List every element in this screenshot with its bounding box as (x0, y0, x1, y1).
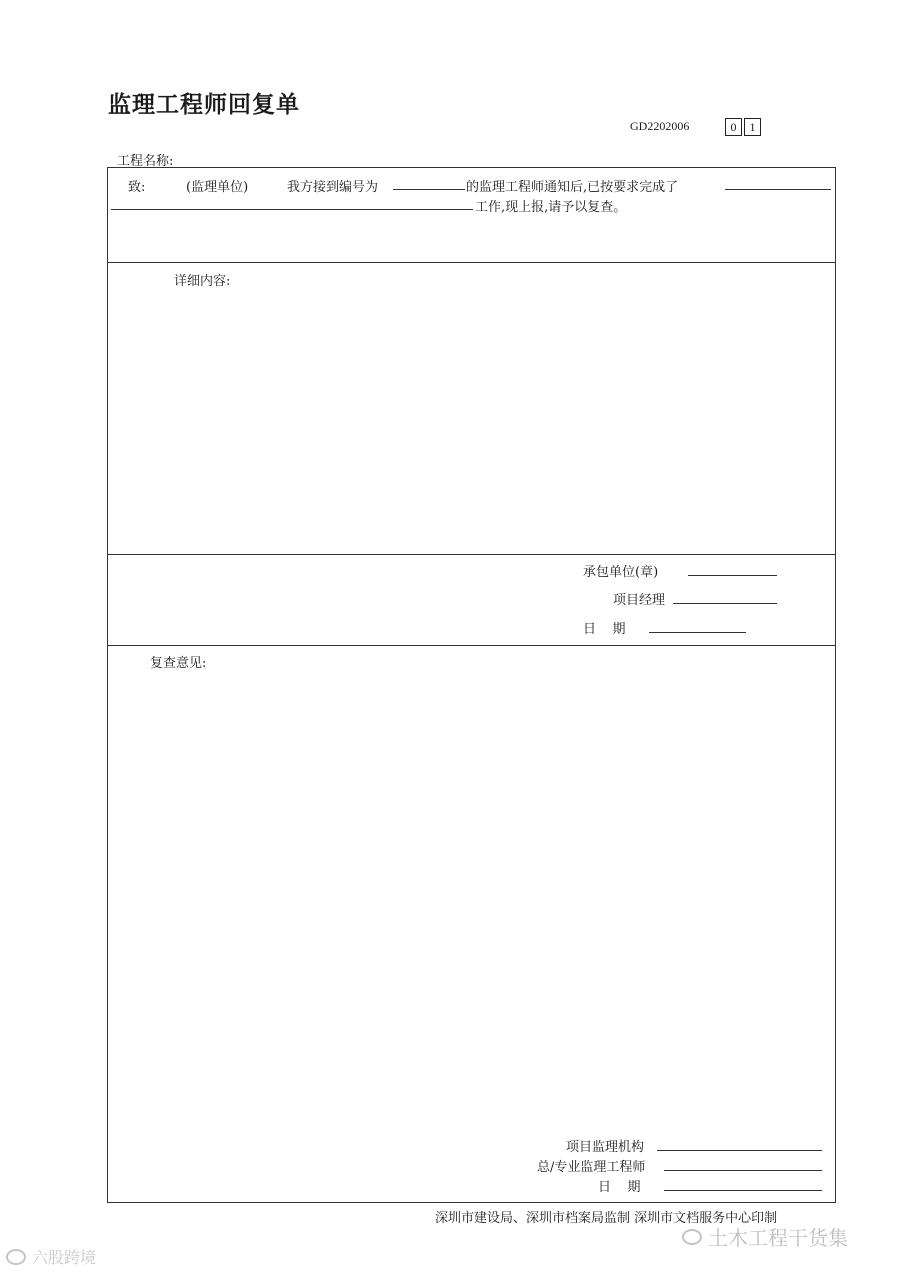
footer-note: 深圳市建设局、深圳市档案局监制 深圳市文档服务中心印制 (435, 1211, 778, 1226)
contractor-label: 承包单位(章) (583, 565, 659, 580)
work-blank-1[interactable] (725, 177, 831, 190)
notice-number-blank[interactable] (393, 177, 465, 190)
divider (108, 645, 835, 646)
unit-label: (监理单位) (186, 180, 249, 195)
watermark-right (682, 1222, 848, 1251)
date-label: 日 期 (583, 622, 626, 637)
notice-text-c: 工作,现上报,请予以复查。 (475, 200, 627, 215)
work-blank-2[interactable] (111, 197, 473, 210)
logo-icon (6, 1249, 26, 1265)
engineer-label: 总/专业监理工程师 (537, 1160, 646, 1175)
engineer-blank[interactable] (664, 1158, 822, 1171)
review-date-blank[interactable] (664, 1178, 822, 1191)
notice-text-b: 的监理工程师通知后,已按要求完成了 (466, 180, 679, 195)
project-name-label: 工程名称: (117, 154, 174, 169)
divider (108, 262, 835, 263)
watermark-left (6, 1245, 96, 1268)
manager-blank[interactable] (673, 591, 777, 604)
form-table (107, 167, 836, 1203)
supervision-org-blank[interactable] (657, 1138, 822, 1151)
wechat-icon (682, 1229, 702, 1245)
code-box: 1 (744, 118, 761, 136)
notice-text-a: 我方接到编号为 (287, 180, 379, 195)
code-box: 0 (725, 118, 742, 136)
supervision-org-label: 项目监理机构 (566, 1140, 645, 1155)
form-title: 监理工程师回复单 (108, 92, 300, 118)
detail-label: 详细内容: (174, 274, 231, 289)
code-boxes (725, 118, 761, 136)
review-date-label: 日 期 (598, 1180, 641, 1195)
divider (108, 554, 835, 555)
date-blank[interactable] (649, 620, 746, 633)
manager-label: 项目经理 (613, 593, 666, 608)
watermark-right-text: 土木工程干货集 (708, 1226, 848, 1250)
form-code: GD2202006 (630, 119, 690, 133)
watermark-left-text: 六股跨境 (32, 1248, 97, 1267)
to-label: 致: (128, 180, 146, 195)
review-opinion-label: 复查意见: (150, 656, 207, 671)
contractor-blank[interactable] (688, 563, 777, 576)
